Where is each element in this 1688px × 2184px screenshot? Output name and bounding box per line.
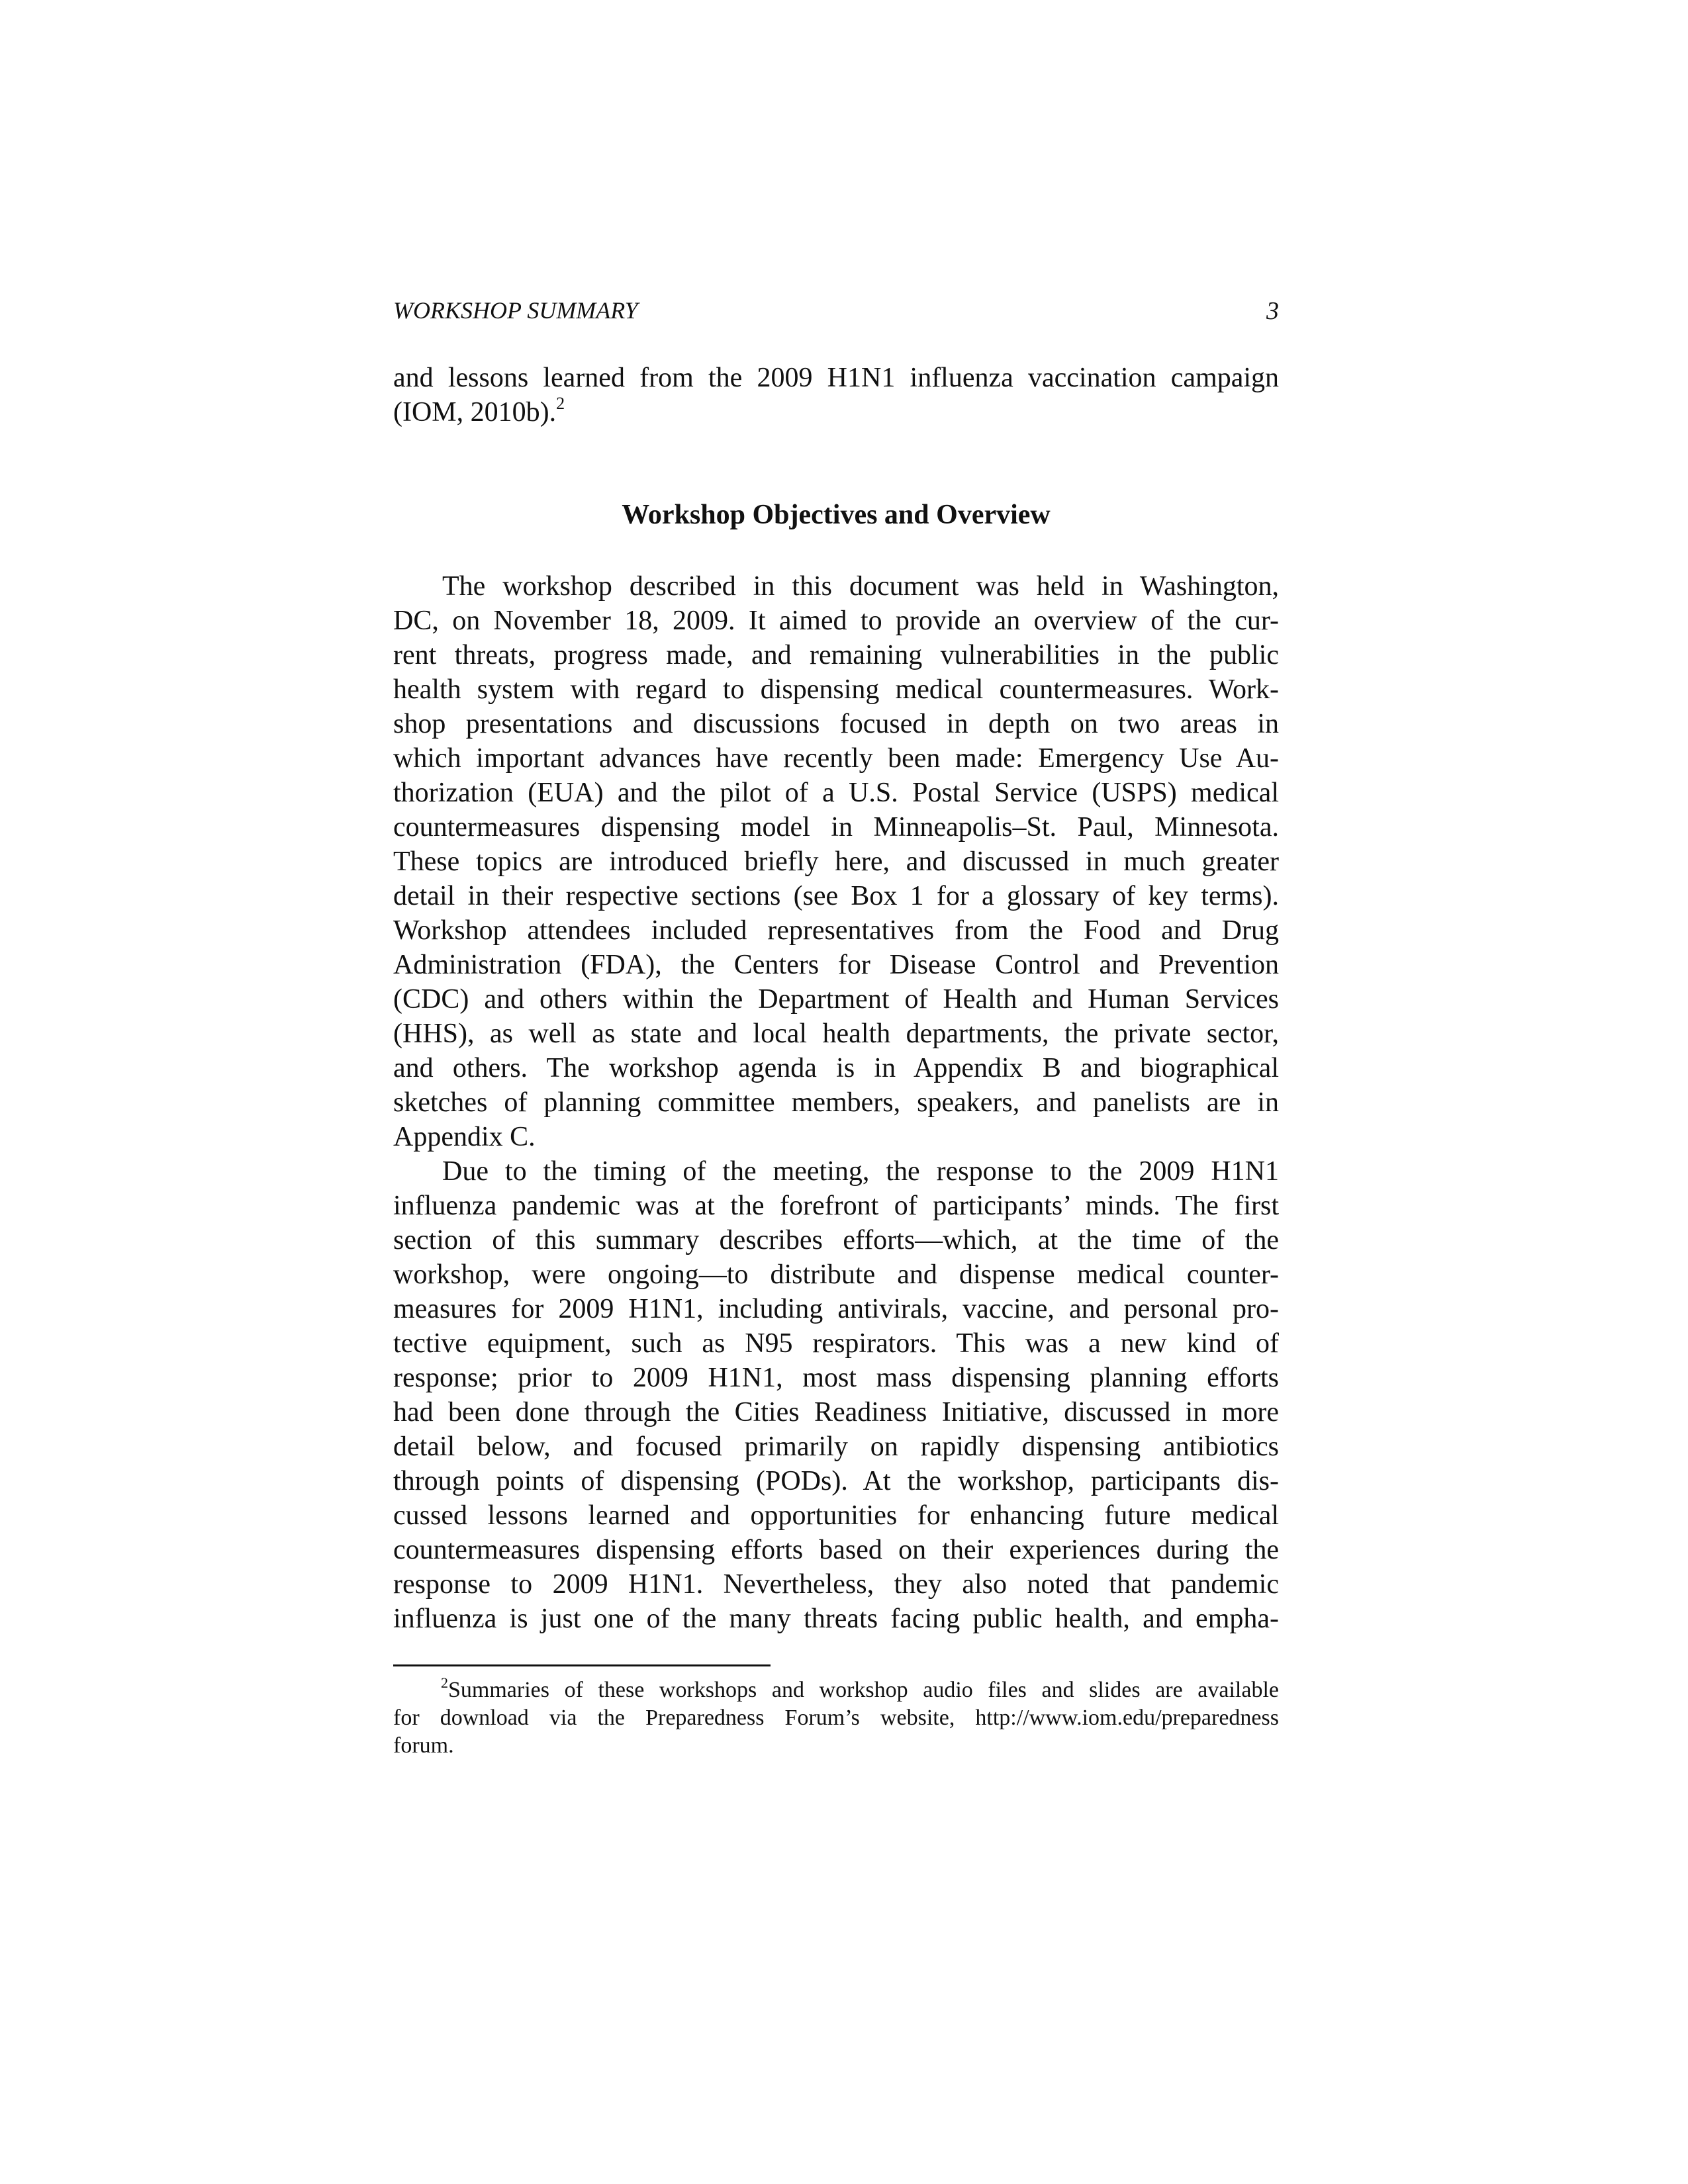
body-paragraphs xyxy=(393,569,1279,1636)
paragraph1-line: shop presentations and discussions focused in depth on two areas in xyxy=(393,709,1279,739)
paragraph2-line: response; prior to 2009 H1N1, most mass dispensing planning efforts xyxy=(393,1363,1279,1393)
intro-line: and lessons learned from the 2009 H1N1 influenza vaccination campaign xyxy=(393,363,1279,393)
paragraph1-line: sketches of planning committee members, speakers, and panelists are in xyxy=(393,1087,1279,1118)
paragraph1-line: (HHS), as well as state and local health departments, the private sector, xyxy=(393,1019,1279,1049)
paragraph1-line: detail in their respective sections (see Box 1 for a glossary of key terms). xyxy=(393,881,1279,911)
paragraph2-line: tective equipment, such as N95 respirators. This was a new kind of xyxy=(393,1328,1279,1359)
intro-line-last xyxy=(393,395,1279,430)
paragraph2-line: Due to the timing of the meeting, the response to the 2009 H1N1 xyxy=(442,1156,1279,1187)
paragraph1-line: These topics are introduced briefly here, and discussed in much greater xyxy=(393,846,1279,877)
footnote-line: forum. xyxy=(393,1733,454,1758)
paragraph2-line: response to 2009 H1N1. Nevertheless, they also noted that pandemic xyxy=(393,1569,1279,1600)
footnote-line-first xyxy=(393,1676,1279,1704)
paragraph1-line: health system with regard to dispensing medical countermeasures. Work- xyxy=(393,674,1279,705)
intro-paragraph xyxy=(393,361,1279,430)
paragraph2-line: countermeasures dispensing efforts based on their experiences during the xyxy=(393,1535,1279,1565)
paragraph1-line: rent threats, progress made, and remaining vulnerabilities in the public xyxy=(393,640,1279,670)
paragraph2-line: cussed lessons learned and opportunities for enhancing future medical xyxy=(393,1500,1279,1531)
paragraph1-line: countermeasures dispensing model in Minneapolis–St. Paul, Minnesota. xyxy=(393,812,1279,842)
paragraph2-line: section of this summary describes efforts—which, at the time of the xyxy=(393,1225,1279,1255)
paragraph1-line: which important advances have recently been made: Emergency Use Au- xyxy=(393,743,1279,774)
paragraph2-line: had been done through the Cities Readiness Initiative, discussed in more xyxy=(393,1397,1279,1428)
paragraph2-line: through points of dispensing (PODs). At the workshop, participants dis- xyxy=(393,1466,1279,1496)
paragraph1-line: DC, on November 18, 2009. It aimed to provide an overview of the cur- xyxy=(393,606,1279,636)
paragraph2-line: workshop, were ongoing—to distribute and dispense medical counter- xyxy=(393,1259,1279,1290)
intro-line-text: (IOM, 2010b). xyxy=(393,397,557,428)
paragraph1-line: Administration (FDA), the Centers for Disease Control and Prevention xyxy=(393,950,1279,980)
footnote-line-text: Summaries of these workshops and workshop audio files and slides are available xyxy=(448,1678,1279,1702)
paragraph1-line: (CDC) and others within the Department of Health and Human Services xyxy=(393,984,1279,1015)
footnote-reference: 2 xyxy=(556,394,565,413)
footnote-line: for download via the Preparedness Forum’s website, http://www.iom.edu/preparedness xyxy=(393,1706,1279,1730)
running-header-title: WORKSHOP SUMMARY xyxy=(393,297,638,324)
footnote xyxy=(393,1676,1279,1760)
paragraph1-line: Appendix C. xyxy=(393,1122,536,1152)
paragraph2-line: measures for 2009 H1N1, including antivirals, vaccine, and personal pro- xyxy=(393,1294,1279,1324)
footnote-marker: 2 xyxy=(441,1674,448,1691)
section-heading: Workshop Objectives and Overview xyxy=(622,500,1051,530)
paragraph2-line: influenza pandemic was at the forefront of participants’ minds. The first xyxy=(393,1191,1279,1221)
paragraph1-line: Workshop attendees included representatives from the Food and Drug xyxy=(393,915,1279,946)
paragraph1-line: thorization (EUA) and the pilot of a U.S. Postal Service (USPS) medical xyxy=(393,778,1279,808)
paragraph1-line: and others. The workshop agenda is in Appendix B and biographical xyxy=(393,1053,1279,1083)
paragraph2-line: influenza is just one of the many threats facing public health, and empha- xyxy=(393,1604,1279,1634)
footnote-divider xyxy=(393,1664,771,1666)
paragraph2-line: detail below, and focused primarily on rapidly dispensing antibiotics xyxy=(393,1432,1279,1462)
paragraph1-line: The workshop described in this document was held in Washington, xyxy=(442,571,1279,602)
page-number: 3 xyxy=(1266,297,1279,325)
